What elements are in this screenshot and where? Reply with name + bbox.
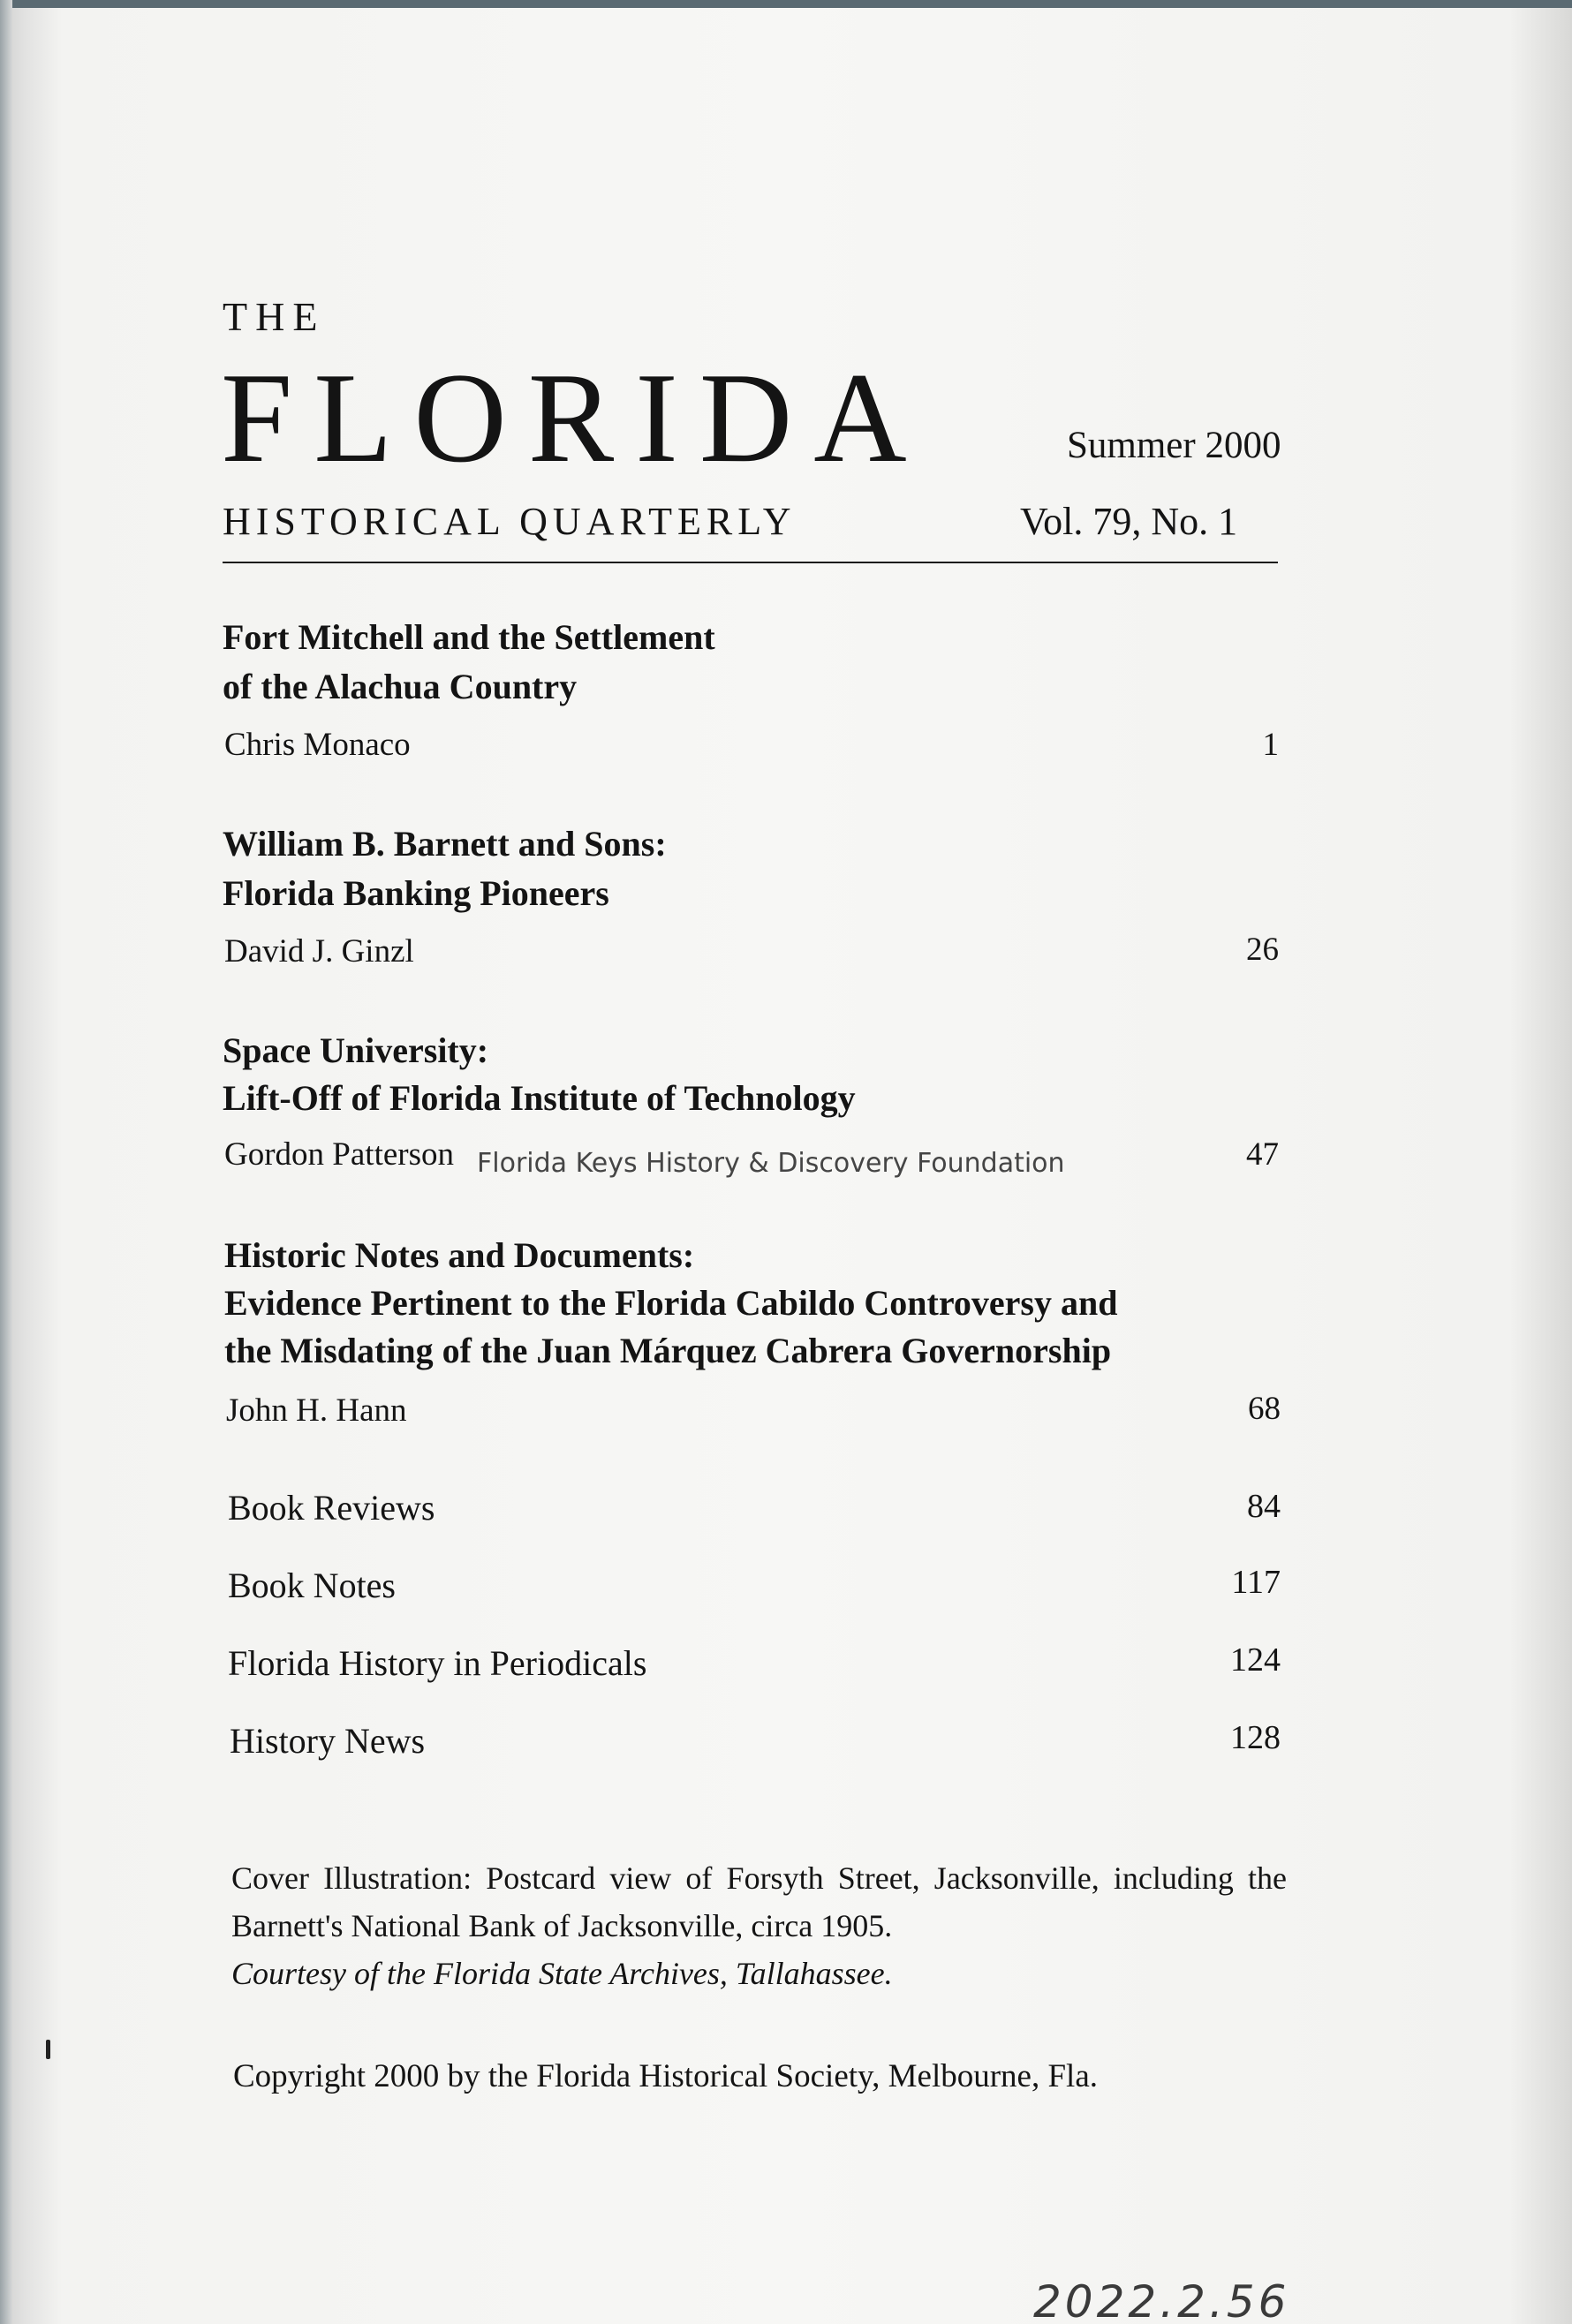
article-author: John H. Hann [226, 1392, 407, 1429]
masthead-title: FLORIDA [221, 346, 928, 489]
article-title-line: William B. Barnett and Sons: [223, 824, 667, 864]
article-title-line: Historic Notes and Documents: [224, 1235, 695, 1275]
article-title-line: of the Alachua Country [223, 667, 578, 706]
section-page: 117 [1231, 1564, 1281, 1601]
article-author: David J. Ginzl [224, 933, 414, 970]
issue-season: Summer 2000 [1067, 425, 1281, 466]
article-page: 1 [1262, 727, 1279, 763]
article-title-line: Florida Banking Pioneers [223, 873, 609, 913]
article-page: 68 [1248, 1391, 1281, 1427]
section-label: Book Reviews [228, 1488, 435, 1528]
article-page: 26 [1246, 932, 1279, 968]
section-label: History News [230, 1721, 426, 1761]
handwritten-accession-number: 2022.2.56 [1033, 2276, 1290, 2324]
section-page: 128 [1230, 1719, 1281, 1756]
watermark: Florida Keys History & Discovery Foundation [477, 1148, 1065, 1179]
article-title-line: Lift-Off of Florida Institute of Technology [223, 1078, 856, 1118]
article-title-line: the Misdating of the Juan Márquez Cabrera Governorship [224, 1331, 1112, 1370]
section-page: 84 [1247, 1488, 1281, 1525]
section-page: 124 [1230, 1641, 1281, 1679]
article-title-line: Evidence Pertinent to the Florida Cabildo Controversy and [224, 1283, 1118, 1323]
section-label: Florida History in Periodicals [228, 1643, 647, 1683]
article-title-line: Fort Mitchell and the Settlement [223, 617, 715, 657]
masthead-rule [223, 562, 1278, 563]
cover-illustration-text: Cover Illustration: Postcard view of Forsyth Street, Jacksonville, including the Barnett's National Bank of Jacksonville, circa 1905. [231, 1860, 1287, 1943]
article-author: Gordon Patterson [224, 1136, 454, 1173]
cover-illustration-credit: Courtesy of the Florida State Archives, Tallahassee. [231, 1956, 893, 1991]
article-page: 47 [1246, 1136, 1279, 1173]
issue-volume: Vol. 79, No. 1 [1020, 500, 1238, 543]
section-label: Book Notes [228, 1566, 396, 1605]
article-author: Chris Monaco [224, 727, 411, 763]
article-title-line: Space University: [223, 1030, 489, 1070]
masthead-subtitle: HISTORICAL QUARTERLY [223, 500, 797, 543]
ink-blemish [46, 2040, 50, 2059]
cover-illustration-note [231, 1854, 1287, 1997]
copyright-notice: Copyright 2000 by the Florida Historical Society, Melbourne, Fla. [233, 2058, 1099, 2094]
masthead-the: THE [223, 294, 326, 339]
